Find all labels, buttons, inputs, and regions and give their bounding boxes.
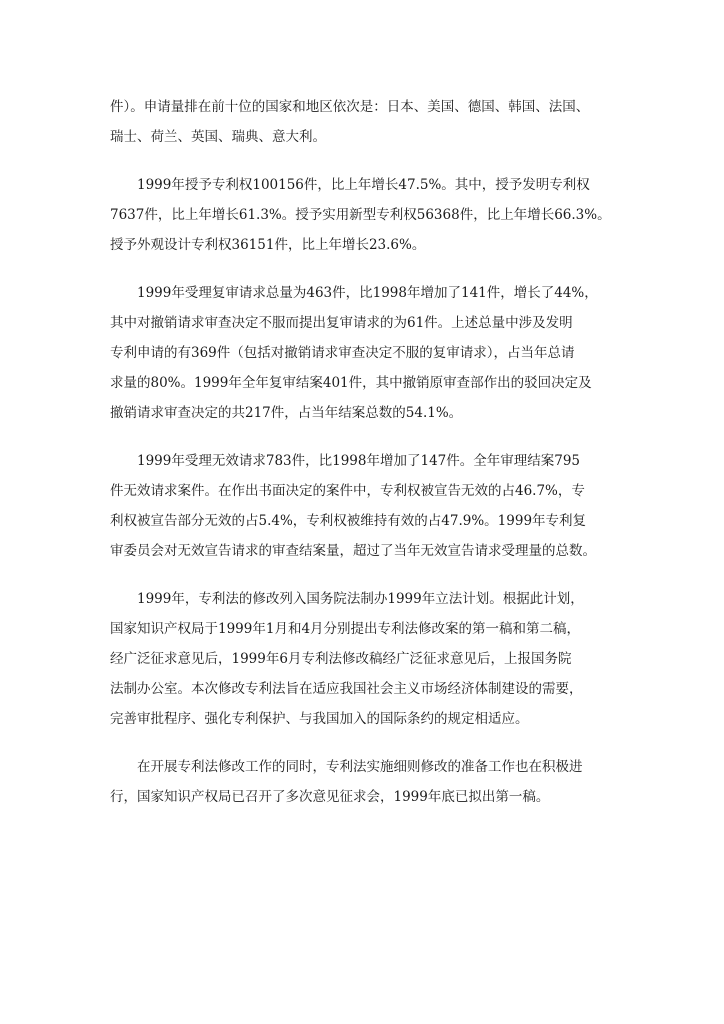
paragraph-3 bbox=[110, 278, 622, 428]
text-line: 1999年授予专利权100156件，比上年增长47.5%。其中，授予发明专利权 bbox=[137, 177, 590, 193]
text-line: 1999年，专利法的修改列入国务院法制办1999年立法计划。根据此计划， bbox=[137, 591, 584, 607]
text-line: 国家知识产权局于1999年1月和4月分别提出专利法修改案的第一稿和第二稿， bbox=[110, 621, 581, 637]
paragraph-5 bbox=[110, 584, 622, 734]
text-line: 审委员会对无效宣告请求的审查结案量，超过了当年无效宣告请求受理量的总数。 bbox=[110, 543, 596, 559]
text-line: 瑞士、荷兰、英国、瑞典、意大利。 bbox=[110, 129, 326, 145]
text-line: 件）。申请量排在前十位的国家和地区依次是：日本、美国、德国、韩国、法国、 bbox=[110, 99, 590, 115]
text-line: 7637件，比上年增长61.3%。授予实用新型专利权56368件，比上年增长66.3%。 bbox=[110, 207, 611, 223]
text-line: 其中对撤销请求审查决定不服而提出复审请求的为61件。上述总量中涉及发明 bbox=[110, 315, 573, 331]
paragraph-1 bbox=[110, 92, 622, 152]
text-line: 完善审批程序、强化专利保护、与我国加入的国际条约的规定相适应。 bbox=[110, 711, 529, 727]
paragraph-6 bbox=[110, 752, 622, 812]
text-line: 求量的80%。1999年全年复审结案401件，其中撤销原审查部作出的驳回决定及 bbox=[110, 375, 592, 391]
text-line: 1999年受理无效请求783件，比1998年增加了147件。全年审理结案795 bbox=[137, 453, 581, 469]
document-page bbox=[110, 92, 622, 830]
text-line: 行，国家知识产权局已召开了多次意见征求会，1999年底已拟出第一稿。 bbox=[110, 789, 550, 805]
text-line: 1999年受理复审请求总量为463件，比1998年增加了141件，增长了44%， bbox=[137, 285, 598, 301]
text-line: 利权被宣告部分无效的占5.4%，专利权被维持有效的占47.9%。1999年专利复 bbox=[110, 513, 587, 529]
text-line: 经广泛征求意见后，1999年6月专利法修改稿经广泛征求意见后，上报国务院 bbox=[110, 651, 572, 667]
text-line: 法制办公室。本次修改专利法旨在适应我国社会主义市场经济体制建设的需要， bbox=[110, 681, 583, 697]
text-line: 专利申请的有369件（包括对撤销请求审查决定不服的复审请求），占当年总请 bbox=[110, 345, 575, 361]
text-line: 撤销请求审查决定的共217件，占当年结案总数的54.1%。 bbox=[110, 405, 463, 421]
text-line: 授予外观设计专利权36151件，比上年增长23.6%。 bbox=[110, 237, 426, 253]
text-line: 件无效请求案件。在作出书面决定的案件中，专利权被宣告无效的占46.7%，专 bbox=[110, 483, 585, 499]
paragraph-2 bbox=[110, 170, 622, 260]
text-line: 在开展专利法修改工作的同时，专利法实施细则修改的准备工作也在积极进 bbox=[137, 759, 583, 775]
paragraph-4 bbox=[110, 446, 622, 566]
